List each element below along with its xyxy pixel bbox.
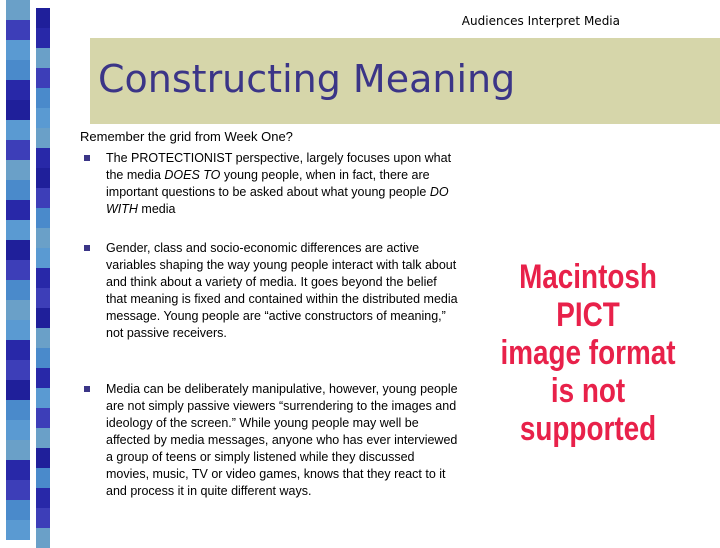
stripe-segment: [36, 228, 50, 248]
stripe-segment: [6, 500, 30, 520]
stripe-segment: [36, 248, 50, 268]
bullet-text: [106, 240, 458, 342]
stripe-segment: [36, 428, 50, 448]
stripe-segment: [36, 268, 50, 288]
stripe-segment: [6, 200, 30, 220]
stripe-segment: [36, 48, 50, 68]
stripe-segment: [36, 8, 50, 28]
stripe-segment: [6, 460, 30, 480]
stripe-segment: [6, 0, 30, 20]
stripe-segment: [6, 440, 30, 460]
stripe-segment: [6, 220, 30, 240]
stripe-segment: [36, 408, 50, 428]
bullet-text-run: media: [137, 202, 176, 216]
slide-header: Audiences Interpret Media: [461, 14, 620, 28]
stripe-segment: [36, 28, 50, 48]
stripe-segment: [6, 40, 30, 60]
stripe-segment: [6, 360, 30, 380]
bullet-text-run: Gender, class and socio-economic differences are active variables shaping the way young people interact with talk about and think about a variety of media. It goes beyond the belief that meaning is fixed and contained within the distributed media message. Young people are “active constructors of meaning,” not passive receivers.: [106, 241, 458, 340]
stripe-segment: [6, 140, 30, 160]
stripe-segment: [36, 208, 50, 228]
placeholder-line: is not supported: [519, 372, 657, 448]
bullet-text-run: DOES TO: [164, 168, 221, 182]
stripe-segment: [6, 240, 30, 260]
stripe-segment: [6, 520, 30, 540]
stripe-segment: [36, 68, 50, 88]
placeholder-line: Macintosh PICT: [519, 258, 657, 334]
placeholder-line: image format: [500, 334, 676, 372]
stripe-segment: [6, 180, 30, 200]
stripe-segment: [6, 400, 30, 420]
bullet-text-run: Media can be deliberately manipulative, however, young people are not simply passive viewers “surrendering to the images and ideology of the screen.” While young people may well be affected by media messages, anyone who has ever interviewed a group of teens or simply listened while they discussed movies, music, TV or video games, knows that they react to it and process it in quite different ways.: [106, 382, 458, 498]
stripe-segment: [36, 188, 50, 208]
bullet-text: [106, 381, 458, 500]
bullet-text-run: young people, when in fact, there are important questions to be asked about what young people: [106, 168, 430, 199]
stripe-segment: [6, 380, 30, 400]
stripe-segment: [6, 100, 30, 120]
stripe-segment: [6, 80, 30, 100]
bullet-text-run: The PROTECTIONIST perspective, largely focuses upon what the media: [106, 151, 452, 182]
stripe-segment: [6, 20, 30, 40]
stripe-segment: [6, 420, 30, 440]
stripe-segment: [36, 488, 50, 508]
stripe-segment: [36, 388, 50, 408]
stripe-segment: [6, 120, 30, 140]
stripe-segment: [36, 328, 50, 348]
stripe-segment: [36, 108, 50, 128]
bullet-text-run: DO WITH: [106, 185, 449, 216]
stripe-segment: [36, 168, 50, 188]
square-bullet-icon: [84, 155, 90, 161]
stripe-segment: [6, 480, 30, 500]
stripe-segment: [6, 260, 30, 280]
unsupported-image-placeholder: [490, 258, 687, 448]
square-bullet-icon: [84, 386, 90, 392]
slide-title: Constructing Meaning: [98, 57, 516, 101]
stripe-segment: [6, 300, 30, 320]
stripe-segment: [36, 468, 50, 488]
square-bullet-icon: [84, 245, 90, 251]
stripe-segment: [36, 88, 50, 108]
stripe-segment: [6, 280, 30, 300]
stripe-segment: [36, 348, 50, 368]
stripe-segment: [36, 528, 50, 548]
decorative-stripe-sidebar: [0, 0, 60, 540]
stripe-segment: [6, 320, 30, 340]
stripe-segment: [36, 448, 50, 468]
stripe-segment: [36, 508, 50, 528]
intro-text: Remember the grid from Week One?: [80, 129, 293, 144]
stripe-segment: [6, 340, 30, 360]
stripe-segment: [6, 160, 30, 180]
stripe-segment: [36, 148, 50, 168]
bullet-text: [106, 150, 458, 218]
stripe-segment: [36, 368, 50, 388]
stripe-segment: [36, 288, 50, 308]
stripe-segment: [6, 60, 30, 80]
stripe-segment: [36, 128, 50, 148]
stripe-segment: [36, 308, 50, 328]
